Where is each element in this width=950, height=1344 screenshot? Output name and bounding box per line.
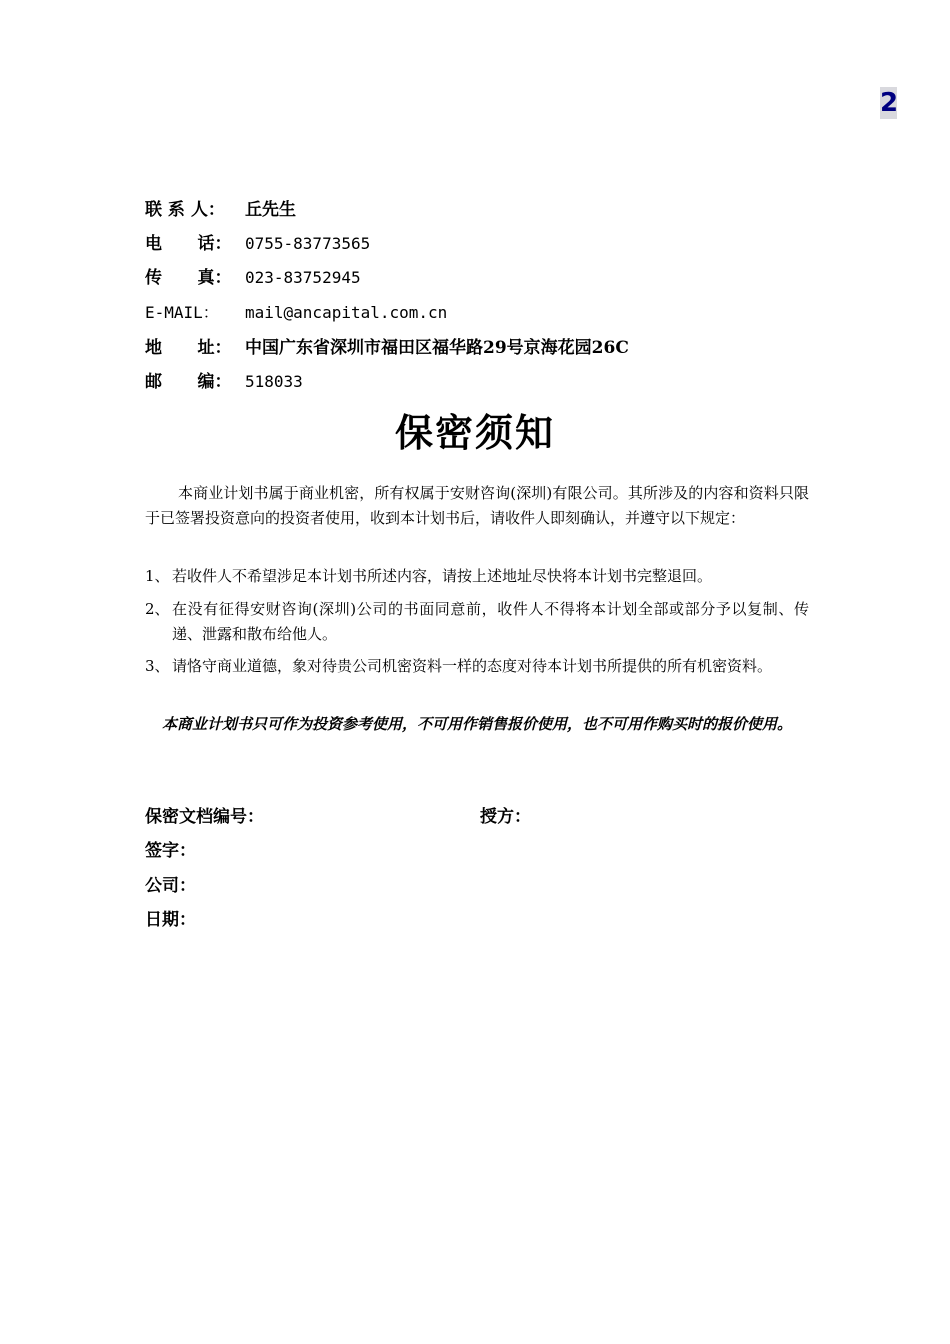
email-label: E-MAIL：	[145, 303, 219, 322]
usage-warning: 本商业计划书只可作为投资参考使用，不可用作销售报价使用，也不可用作购买时的报价使用。	[162, 715, 793, 733]
company-label: 公司：	[145, 876, 196, 896]
address-value: 中国广东省深圳市福田区福华路29号京海花园26C	[245, 338, 629, 358]
phone-value: 0755-83773565	[245, 234, 371, 253]
notice-intro: 本商业计划书属于商业机密，所有权属于安财咨询(深圳)有限公司。其所涉及的内容和资料只限于已签署投资意向的投资者使用，收到本计划书后，请收件人即刻确认，并遵守以下规定：	[145, 484, 809, 527]
contact-person-label: 联 系 人：	[145, 200, 225, 220]
email-value: mail@ancapital.com.cn	[245, 303, 448, 322]
notice-title: 保密须知	[394, 410, 555, 455]
list-item-text: 请恪守商业道德，象对待贵公司机密资料一样的态度对待本计划书所提供的所有机密资料。	[172, 657, 773, 675]
page-number: 2	[880, 88, 899, 118]
phone-label: 电 话：	[145, 234, 232, 254]
phone-row	[145, 232, 370, 256]
list-item	[145, 564, 809, 589]
list-item	[145, 597, 809, 646]
list-item-number: 1、	[145, 567, 170, 585]
email-row	[145, 301, 447, 325]
list-item-number: 2、	[145, 600, 170, 618]
list-item-text: 在没有征得安财咨询(深圳)公司的书面同意前，收件人不得将本计划全部或部分予以复制、传递、泄露和散布给他人。	[172, 600, 809, 643]
postcode-value: 518033	[245, 372, 303, 391]
fax-value: 023-83752945	[245, 268, 361, 287]
address-row	[145, 336, 629, 360]
list-item-number: 3、	[145, 657, 170, 675]
address-label: 地 址：	[145, 338, 232, 358]
list-item-text: 若收件人不希望涉足本计划书所述内容，请按上述地址尽快将本计划书完整退回。	[172, 567, 713, 585]
doc-number-label: 保密文档编号：	[145, 807, 264, 827]
grantee-label: 授方：	[480, 807, 531, 827]
postcode-row	[145, 370, 303, 394]
date-label: 日期：	[145, 910, 196, 930]
signature-label: 签字：	[145, 841, 196, 861]
fax-row	[145, 266, 361, 290]
fax-label: 传 真：	[145, 268, 232, 288]
contact-person-value: 丘先生	[245, 200, 296, 220]
list-item	[145, 654, 809, 679]
contact-person-row	[145, 198, 296, 222]
postcode-label: 邮 编：	[145, 372, 232, 392]
